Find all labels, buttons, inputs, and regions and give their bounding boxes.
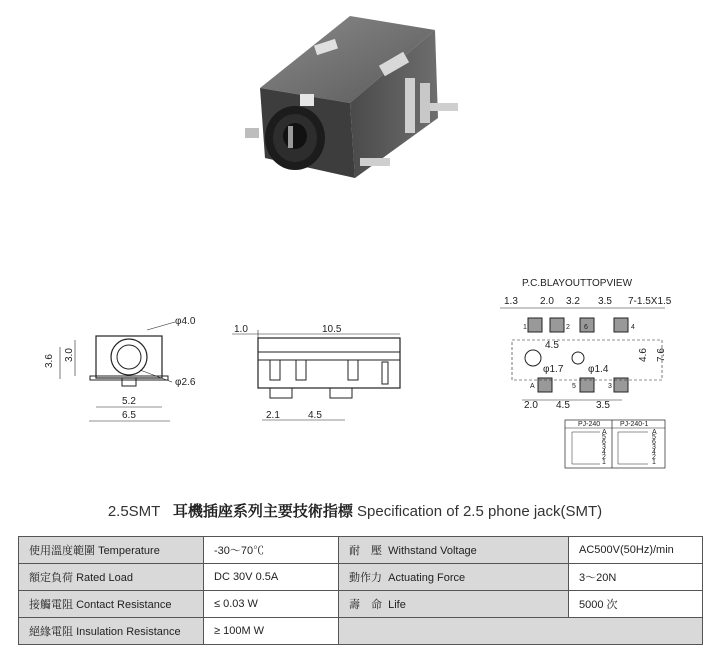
pcb-mid-dim-1: 4.5 xyxy=(545,340,559,351)
schematic1-pin: 3 xyxy=(602,444,606,451)
spec-label: 接觸電阻 Contact Resistance xyxy=(19,591,204,618)
spec-heading-english: Specification of 2.5 phone jack(SMT) xyxy=(357,503,603,520)
schematic2-pin: 5 xyxy=(652,434,656,441)
pcb-bottom-dim-3: 3.5 xyxy=(596,400,610,411)
pcb-top-dim-3: 3.2 xyxy=(566,296,580,307)
schematic1-pin: 6 xyxy=(602,439,606,446)
technical-drawings xyxy=(0,278,710,480)
side-dim-lead: 1.0 xyxy=(234,324,248,335)
spec-label: 額定負荷 Rated Load xyxy=(19,564,204,591)
pcb-bottom-dim-2: 4.5 xyxy=(556,400,570,411)
schematic2-pin: 1 xyxy=(652,459,656,466)
spec-value: ≤ 0.03 W xyxy=(204,591,339,618)
pcb-pin-4: 4 xyxy=(631,324,635,331)
schematic2-pin: 4 xyxy=(652,449,656,456)
pcb-top-dim-5: 7-1.5X1.5 xyxy=(628,296,672,307)
pcb-pin-a: A xyxy=(530,383,535,390)
schematic-title-2: PJ-240-1 xyxy=(620,421,649,428)
schematic1-pin: 2 xyxy=(602,454,606,461)
spec-value: 3～20N xyxy=(569,564,703,591)
pcb-bottom-dim-1: 2.0 xyxy=(524,400,538,411)
pcb-mid-dim-2: φ1.7 xyxy=(543,364,564,375)
spec-heading xyxy=(0,500,710,521)
spec-label: 耐 壓 Withstand Voltage xyxy=(339,537,569,564)
spec-value: ≥ 100M W xyxy=(204,618,339,645)
front-dim-diameter-inner: φ2.6 xyxy=(175,377,196,388)
front-dim-height-outer: 3.6 xyxy=(44,354,55,368)
spec-label: 絕緣電阻 Insulation Resistance xyxy=(19,618,204,645)
schematic1-pin: 1 xyxy=(602,459,606,466)
side-dim-offset: 2.1 xyxy=(266,410,280,421)
pcb-top-dim-1: 1.3 xyxy=(504,296,518,307)
front-dim-height-inner: 3.0 xyxy=(64,348,75,362)
table-row xyxy=(19,564,703,591)
spec-table xyxy=(18,536,703,645)
schematic2-pin: A xyxy=(652,429,657,436)
pcb-pin-6: 6 xyxy=(584,324,588,331)
table-row xyxy=(19,591,703,618)
pcb-top-dim-2: 2.0 xyxy=(540,296,554,307)
schematic1-pin: 4 xyxy=(602,449,606,456)
front-dim-width-outer: 6.5 xyxy=(122,410,136,421)
side-dim-pitch: 4.5 xyxy=(308,410,322,421)
spec-heading-chinese: 耳機插座系列主要技術指標 xyxy=(172,503,353,520)
schematic-title-1: PJ-240 xyxy=(578,421,601,428)
side-view-drawing xyxy=(232,324,400,421)
pcb-right-dim-2: 7.6 xyxy=(656,348,667,362)
pcb-top-dim-4: 3.5 xyxy=(598,296,612,307)
pcb-pin-1: 1 xyxy=(523,324,527,331)
pcb-pin-5: 5 xyxy=(572,383,576,390)
pcb-mid-dim-3: φ1.4 xyxy=(588,364,609,375)
schematic2-pin: 2 xyxy=(652,454,656,461)
table-row xyxy=(19,537,703,564)
spec-label: 壽 命 Life xyxy=(339,591,569,618)
spec-value: 5000 次 xyxy=(569,591,703,618)
table-row xyxy=(19,618,703,645)
pcb-pin-2: 2 xyxy=(566,324,570,331)
spec-label: 動作力 Actuating Force xyxy=(339,564,569,591)
pcb-layout-drawing xyxy=(500,278,672,468)
schematic1-pin: 5 xyxy=(602,434,606,441)
spec-empty-cell xyxy=(339,618,703,645)
product-photo xyxy=(240,8,470,193)
spec-label: 使用溫度範圍 Temperature xyxy=(19,537,204,564)
schematic2-pin: 3 xyxy=(652,444,656,451)
spec-value: DC 30V 0.5A xyxy=(204,564,339,591)
front-dim-width-inner: 5.2 xyxy=(122,396,136,407)
spec-value: -30～70℃ xyxy=(204,537,339,564)
pcb-layout-title: P.C.BLAYOUTTOPVIEW xyxy=(522,278,633,289)
schematic2-pin: 6 xyxy=(652,439,656,446)
pcb-right-dim-1: 4.6 xyxy=(638,348,649,362)
spec-value: AC500V(50Hz)/min xyxy=(569,537,703,564)
side-dim-length: 10.5 xyxy=(322,324,342,335)
schematic1-pin: A xyxy=(602,429,607,436)
pcb-pin-3: 3 xyxy=(608,383,612,390)
spec-heading-prefix: 2.5SMT xyxy=(107,503,161,520)
front-dim-diameter-outer: φ4.0 xyxy=(175,316,196,327)
front-view-drawing xyxy=(44,316,196,421)
